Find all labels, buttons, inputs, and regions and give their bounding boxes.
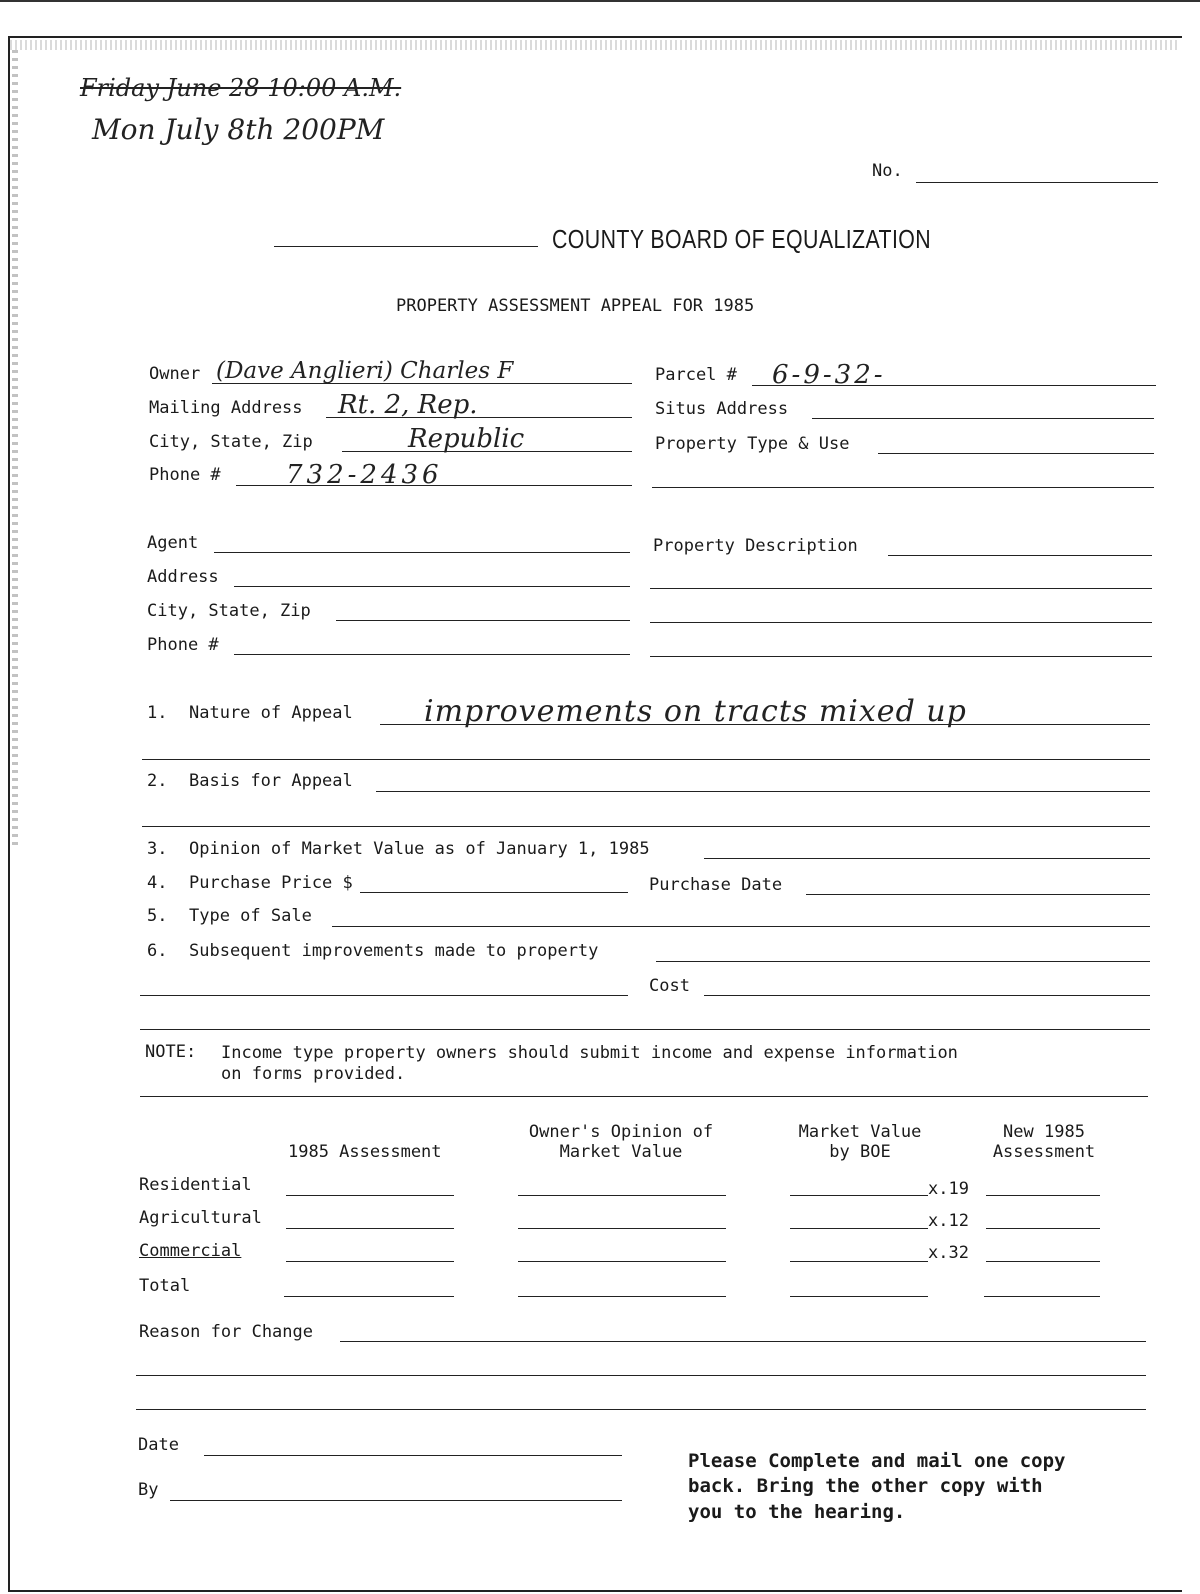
nature-of-appeal-line-2[interactable] xyxy=(142,759,1150,760)
agent-city-label: City, State, Zip xyxy=(147,601,311,621)
row-agricultural-label: Agricultural xyxy=(139,1208,262,1228)
basis-for-appeal-line-2[interactable] xyxy=(142,826,1150,827)
reason-for-change-line[interactable] xyxy=(340,1341,1146,1342)
item-4-number: 4. xyxy=(147,873,168,893)
purchase-date-line[interactable] xyxy=(806,894,1150,895)
commercial-assessment-line[interactable] xyxy=(286,1261,454,1262)
total-assessment-line[interactable] xyxy=(284,1296,454,1297)
basis-for-appeal-line[interactable] xyxy=(376,791,1150,792)
mailing-address-value: Rt. 2, Rep. xyxy=(338,390,478,420)
agent-city-line[interactable] xyxy=(336,620,630,621)
total-new-line[interactable] xyxy=(984,1296,1100,1297)
property-type-line[interactable] xyxy=(878,453,1154,454)
row-commercial-label: Commercial xyxy=(139,1241,242,1261)
agricultural-new-line[interactable] xyxy=(986,1228,1100,1229)
total-boe-line[interactable] xyxy=(790,1296,928,1297)
instruction-line-2: back. Bring the other copy with xyxy=(688,1475,1043,1497)
row-total-label: Total xyxy=(139,1276,191,1296)
item-2-number: 2. xyxy=(147,771,168,791)
handwritten-crossed-date: Friday June 28 10:00 A.M. xyxy=(80,74,402,102)
by-label: By xyxy=(138,1480,159,1500)
residential-boe-line[interactable] xyxy=(790,1195,928,1196)
instruction-line-3: you to the hearing. xyxy=(688,1501,906,1523)
scan-noise-top xyxy=(10,40,1180,50)
agent-phone-label: Phone # xyxy=(147,635,219,655)
item-1-number: 1. xyxy=(147,703,168,723)
item-6-number: 6. xyxy=(147,941,168,961)
county-name-line[interactable] xyxy=(274,246,538,247)
agricultural-boe-line[interactable] xyxy=(790,1228,928,1229)
property-description-line-2[interactable] xyxy=(650,588,1152,589)
purchase-price-line[interactable] xyxy=(360,892,628,893)
market-value-opinion-label: Opinion of Market Value as of January 1, 1985 xyxy=(189,839,650,859)
scan-noise-left xyxy=(12,50,18,850)
property-type-label: Property Type & Use xyxy=(655,434,850,454)
city-state-zip-label: City, State, Zip xyxy=(149,432,313,452)
property-description-line-3[interactable] xyxy=(650,622,1152,623)
agent-label: Agent xyxy=(147,533,199,553)
agent-address-line[interactable] xyxy=(234,586,630,587)
number-field-line[interactable] xyxy=(916,182,1158,183)
agent-line[interactable] xyxy=(214,552,630,553)
note-line-1: Income type property owners should submit income and expense information xyxy=(221,1043,958,1063)
note-line-2: on forms provided. xyxy=(221,1064,406,1084)
agricultural-factor: x.12 xyxy=(928,1211,969,1231)
agent-phone-line[interactable] xyxy=(234,654,630,655)
parcel-label: Parcel # xyxy=(655,365,737,385)
col-new-assessment-line2: Assessment xyxy=(992,1142,1096,1162)
cost-line[interactable] xyxy=(704,995,1150,996)
cost-label: Cost xyxy=(649,976,690,996)
residential-factor: x.19 xyxy=(928,1179,969,1199)
property-description-line-4[interactable] xyxy=(650,656,1152,657)
reason-for-change-line-2[interactable] xyxy=(136,1375,1146,1376)
basis-for-appeal-label: Basis for Appeal xyxy=(189,771,353,791)
subsequent-improvements-label: Subsequent improvements made to property xyxy=(189,941,599,961)
item-3-number: 3. xyxy=(147,839,168,859)
purchase-date-label: Purchase Date xyxy=(649,875,783,895)
residential-assessment-line[interactable] xyxy=(286,1195,454,1196)
number-label: No. xyxy=(872,161,903,181)
agricultural-assessment-line[interactable] xyxy=(286,1228,454,1229)
row-residential-label: Residential xyxy=(139,1175,252,1195)
reason-for-change-line-3[interactable] xyxy=(136,1409,1146,1410)
property-description-label: Property Description xyxy=(653,536,858,556)
note-label: NOTE: xyxy=(145,1042,197,1062)
col-owners-opinion-line2: Market Value xyxy=(559,1142,683,1162)
date-line[interactable] xyxy=(204,1455,622,1456)
phone-value: 732-2436 xyxy=(286,460,443,490)
item-5-number: 5. xyxy=(147,906,168,926)
owner-value: (Dave Anglieri) Charles F xyxy=(216,358,514,384)
form-subtitle: PROPERTY ASSESSMENT APPEAL FOR 1985 xyxy=(396,296,755,316)
total-opinion-line[interactable] xyxy=(518,1296,726,1297)
nature-of-appeal-value: improvements on tracts mixed up xyxy=(424,694,967,729)
phone-label: Phone # xyxy=(149,465,221,485)
reason-for-change-label: Reason for Change xyxy=(139,1322,313,1342)
board-title: COUNTY BOARD OF EQUALIZATION xyxy=(552,224,932,254)
date-label: Date xyxy=(138,1435,179,1455)
col-owners-opinion-line1: Owner's Opinion of xyxy=(528,1122,714,1142)
city-value: Republic xyxy=(408,424,525,454)
residential-new-line[interactable] xyxy=(986,1195,1100,1196)
type-of-sale-line[interactable] xyxy=(332,926,1150,927)
parcel-value: 6-9-32- xyxy=(772,360,886,390)
note-divider xyxy=(140,1096,1148,1097)
subsequent-improvements-line[interactable] xyxy=(656,961,1150,962)
col-market-value-boe-line2: by BOE xyxy=(829,1142,891,1162)
property-type-line-2[interactable] xyxy=(652,487,1154,488)
commercial-boe-line[interactable] xyxy=(790,1261,928,1262)
col-new-assessment-line1: New 1985 xyxy=(1003,1122,1085,1142)
form-frame xyxy=(8,36,1182,1592)
col-1985-assessment: 1985 Assessment xyxy=(288,1142,442,1162)
nature-of-appeal-label: Nature of Appeal xyxy=(189,703,353,723)
mailing-address-label: Mailing Address xyxy=(149,398,303,418)
subsequent-improvements-line-2[interactable] xyxy=(140,995,628,996)
residential-opinion-line[interactable] xyxy=(518,1195,726,1196)
market-value-opinion-line[interactable] xyxy=(704,858,1150,859)
commercial-factor: x.32 xyxy=(928,1243,969,1263)
situs-address-line[interactable] xyxy=(812,418,1154,419)
col-market-value-boe-line1: Market Value xyxy=(798,1122,922,1142)
purchase-price-label: Purchase Price $ xyxy=(189,873,353,893)
improvements-line-3[interactable] xyxy=(140,1029,1150,1030)
handwritten-new-date: Mon July 8th 200PM xyxy=(92,113,385,146)
owner-label: Owner xyxy=(149,364,201,384)
by-line[interactable] xyxy=(170,1500,622,1501)
top-edge xyxy=(0,0,1200,2)
commercial-new-line[interactable] xyxy=(986,1261,1100,1262)
agent-address-label: Address xyxy=(147,567,219,587)
instruction-line-1: Please Complete and mail one copy xyxy=(688,1450,1066,1472)
property-description-line[interactable] xyxy=(888,555,1152,556)
type-of-sale-label: Type of Sale xyxy=(189,906,312,926)
agricultural-opinion-line[interactable] xyxy=(518,1228,726,1229)
commercial-opinion-line[interactable] xyxy=(518,1261,726,1262)
situs-address-label: Situs Address xyxy=(655,399,789,419)
